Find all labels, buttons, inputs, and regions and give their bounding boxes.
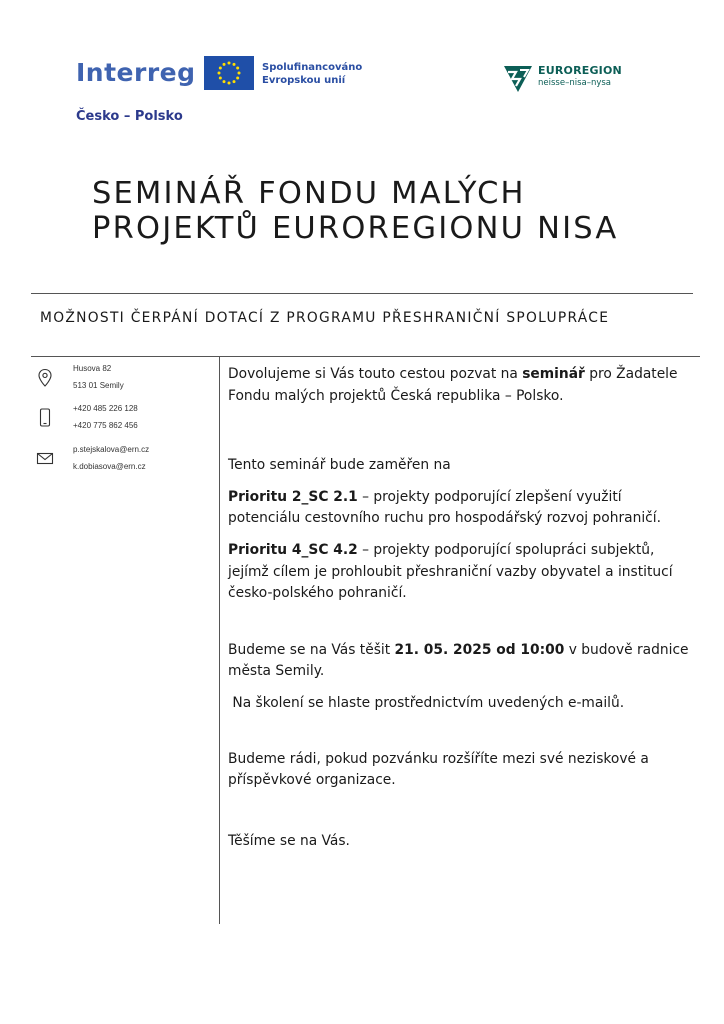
eu-star-icon <box>236 67 239 70</box>
euroregion-logo-tagline: neisse–nisa–nysa <box>538 78 612 88</box>
contact-emails <box>73 441 149 475</box>
contact-phone-1[interactable]: +420 485 226 128 <box>73 404 138 413</box>
interreg-logo-wordmark: Interreg <box>76 58 196 87</box>
eu-label-line1: Spolufinancováno <box>262 62 363 73</box>
contact-phone-2[interactable]: +420 775 862 456 <box>73 421 138 430</box>
eu-star-icon <box>238 72 241 75</box>
paragraph-registration: Na školení se hlaste prostřednictvím uvedených e-mailů. <box>228 694 625 711</box>
page-title-line1: SEMINÁŘ FONDU MALÝCH <box>92 176 526 211</box>
paragraph-closing: Těšíme se na Vás. <box>228 832 350 849</box>
eu-flag-icon <box>204 56 254 90</box>
eu-star-icon <box>219 77 222 80</box>
paragraph-invitation: Dovolujeme si Vás touto cestou pozvat na seminář pro Žadatele Fondu malých projektů Česká republika – Polsko. <box>228 366 678 404</box>
eu-star-icon <box>223 63 226 66</box>
page-title-line2: PROJEKTŮ EUROREGIONU NISA <box>92 211 619 246</box>
contact-email-1[interactable]: p.stejskalova@ern.cz <box>73 445 150 454</box>
column-divider <box>219 357 220 924</box>
paragraph-priority-4: Prioritu 4_SC 4.2 – projekty podporující spolupráci subjektů, jejímž cílem je prohloubit přeshraniční vazby obyvatel a institucí česko-polského pohraničí. <box>228 541 673 602</box>
contact-address-street: Husova 82 <box>73 364 112 373</box>
eu-cofinanced-label <box>262 61 362 87</box>
divider-top <box>31 293 693 294</box>
mobile-phone-icon <box>36 408 54 428</box>
eu-star-icon <box>236 77 239 80</box>
eu-star-icon <box>228 82 231 85</box>
contact-address-city: 513 01 Semily <box>73 381 124 390</box>
paragraph-date-venue: Budeme se na Vás těšit 21. 05. 2025 od 10:00 v budově radnice města Semily. <box>228 641 689 680</box>
eu-star-icon <box>233 63 236 66</box>
contact-phones <box>73 400 138 434</box>
eu-star-icon <box>223 80 226 83</box>
euroregion-logo-icon <box>502 62 534 94</box>
eu-star-icon <box>218 72 221 75</box>
eu-label-line2: Evropskou unií <box>262 75 346 86</box>
location-pin-icon <box>36 368 54 388</box>
eu-star-icon <box>233 80 236 83</box>
eu-star-icon <box>219 67 222 70</box>
contact-address <box>73 360 124 394</box>
invitation-body <box>228 364 698 852</box>
euroregion-logo-name: EUROREGION <box>538 64 622 77</box>
page-title <box>92 176 692 246</box>
paragraph-priority-2: Prioritu 2_SC 2.1 – projekty podporující zlepšení využití potenciálu cestovního ruchu pro hospodářský rozvoj pohraničí. <box>228 488 661 527</box>
paragraph-share: Budeme rádi, pokud pozvánku rozšíříte mezi své neziskové a příspěvkové organizace. <box>228 750 649 789</box>
divider-middle <box>31 356 700 357</box>
interreg-program-label: Česko – Polsko <box>76 109 183 124</box>
contact-email-2[interactable]: k.dobiasova@ern.cz <box>73 462 146 471</box>
envelope-icon <box>36 449 54 469</box>
eu-star-icon <box>228 62 231 65</box>
paragraph-focus-intro: Tento seminář bude zaměřen na <box>228 457 451 474</box>
page-subtitle: MOŽNOSTI ČERPÁNÍ DOTACÍ Z PROGRAMU PŘESHRANIČNÍ SPOLUPRÁCE <box>40 310 610 326</box>
